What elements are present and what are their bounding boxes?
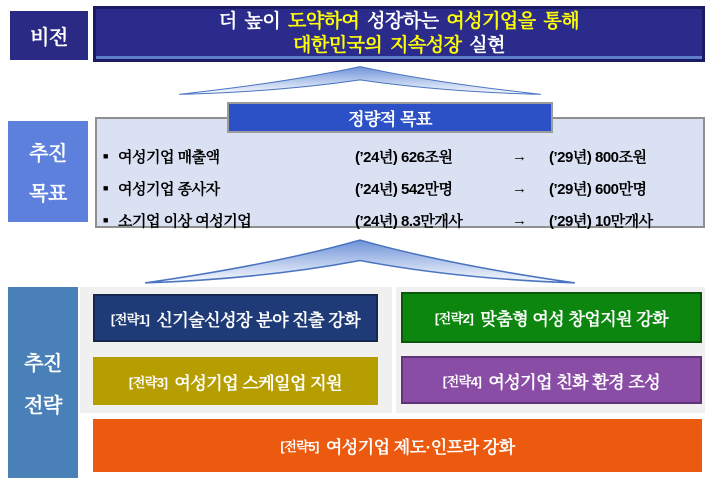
right-arrow-icon: → <box>512 211 527 229</box>
up-arrow-icon <box>175 64 545 97</box>
vision-line-2: 대한민국의 지속성장 실현 <box>293 35 505 56</box>
up-arrow-icon <box>140 236 580 287</box>
goal-row-sales: ■ 여성기업 매출액 (’24년) 626조원 → (’29년) 800조원 <box>103 147 647 166</box>
bullet-square-icon: ■ <box>103 183 108 193</box>
strategy-5-box: [전략5] 여성기업 제도·인프라 강화 <box>93 419 702 472</box>
bullet-square-icon: ■ <box>103 215 108 225</box>
strategy-2-box: [전략2] 맞춤형 여성 창업지원 강화 <box>401 292 702 343</box>
vision-line-1: 더 높이 도약하여 성장하는 여성기업을 통해 <box>218 11 580 32</box>
right-arrow-icon: → <box>512 179 527 197</box>
goals-section-label: 추진 목표 <box>8 121 88 222</box>
strategy-3-box: [전략3] 여성기업 스케일업 지원 <box>93 357 378 405</box>
goals-rows <box>103 140 703 236</box>
strategies-section-label: 추진 전략 <box>8 287 78 478</box>
strategy-1-box: [전략1] 신기술신성장 분야 진출 강화 <box>93 294 378 342</box>
bullet-square-icon: ■ <box>103 151 108 161</box>
right-arrow-icon: → <box>512 147 527 165</box>
goal-row-workers: ■ 여성기업 종사자 (’24년) 542만명 → (’29년) 600만명 <box>103 179 647 198</box>
goal-row-companies: ■ 소기업 이상 여성기업 (’24년) 8.3만개사 → (’29년) 10만개사 <box>103 211 653 230</box>
vision-statement <box>93 6 705 62</box>
strategy-4-box: [전략4] 여성기업 친화 환경 조성 <box>401 356 702 404</box>
vision-label: 비전 <box>10 11 88 60</box>
goals-header: 정량적 목표 <box>227 102 553 133</box>
